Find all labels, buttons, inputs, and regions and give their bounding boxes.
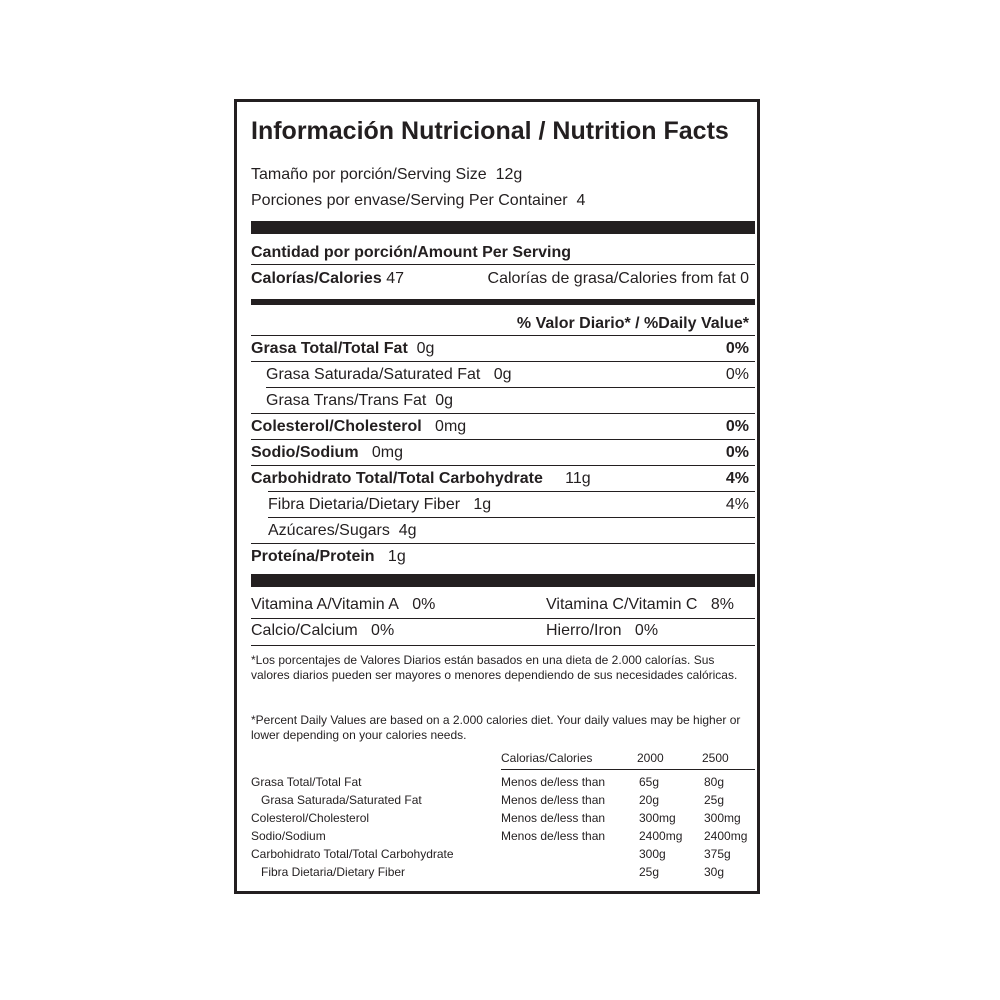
nutrient-amount: 0g <box>493 366 512 383</box>
vitamin-a <box>251 596 435 614</box>
ref-value-2500: 300mg <box>704 811 741 825</box>
divider <box>251 264 755 265</box>
footnote-spanish: *Los porcentajes de Valores Diarios están basados en una dieta de 2.000 calorías. Sus valores diarios pueden ser mayores o menores dependiendo de sus necesidades calóricas. <box>251 653 738 682</box>
vitamin-pct: 8% <box>710 596 734 613</box>
amount-per-serving: Cantidad por porción/Amount Per Serving <box>251 244 572 261</box>
nutrient-row-dietary-fiber <box>251 492 755 518</box>
ref-value-2000: 20g <box>639 793 660 807</box>
calories-from-fat <box>488 270 749 288</box>
nutrient-name: Fibra Dietaria/Dietary Fiber <box>268 496 461 513</box>
nutrient-row-trans-fat <box>251 388 755 414</box>
daily-value-header: % Valor Diario* / %Daily Value* <box>516 315 749 332</box>
calories-value: 47 <box>386 270 404 287</box>
nutrient-name: Azúcares/Sugars <box>268 522 390 539</box>
ref-nutrient: Grasa Total/Total Fat <box>251 775 362 789</box>
servings-per-container <box>251 192 585 210</box>
nutrient-name: Proteína/Protein <box>251 548 375 565</box>
vitamin-name: Hierro/Iron <box>546 622 622 639</box>
ref-header-2500: 2500 <box>702 751 729 765</box>
nutrient-row-total-carbohydrate <box>251 466 755 492</box>
ref-header-calories: Calorias/Calories <box>501 751 593 765</box>
nutrient-name: Colesterol/Cholesterol <box>251 418 422 435</box>
nutrient-pct: 0% <box>725 418 749 435</box>
calories-row <box>251 270 404 288</box>
vitamin-c <box>546 596 734 614</box>
label-title: Información Nutricional / Nutrition Facts <box>251 117 729 145</box>
ref-header-2000: 2000 <box>637 751 664 765</box>
nutrient-pct: 0% <box>725 366 749 383</box>
ref-value-2000: 65g <box>639 775 660 789</box>
nutrient-row-cholesterol <box>251 414 755 440</box>
nutrient-row-sodium <box>251 440 755 466</box>
nutrient-amount: 4g <box>398 522 417 539</box>
thick-divider <box>251 221 755 234</box>
divider <box>251 618 755 619</box>
nutrient-name: Carbohidrato Total/Total Carbohydrate <box>251 470 543 487</box>
divider <box>251 645 755 646</box>
ref-condition: Menos de/less than <box>501 793 606 807</box>
ref-value-2500: 30g <box>704 865 725 879</box>
nutrient-row-total-fat <box>251 336 755 362</box>
vitamin-name: Calcio/Calcium <box>251 622 358 639</box>
nutrient-pct: 4% <box>725 470 749 487</box>
calories-fat-label: Calorías de grasa/Calories from fat <box>487 270 736 287</box>
thick-divider <box>251 574 755 587</box>
vitamin-pct: 0% <box>412 596 436 613</box>
calcium <box>251 622 394 640</box>
nutrient-pct: 0% <box>725 444 749 461</box>
nutrient-row-saturated-fat <box>251 362 755 388</box>
nutrient-name: Grasa Total/Total Fat <box>251 340 408 357</box>
vitamin-name: Vitamina C/Vitamin C <box>546 596 698 613</box>
vitamin-pct: 0% <box>634 622 659 639</box>
nutrient-amount: 0mg <box>371 444 404 461</box>
serving-size <box>251 166 522 184</box>
ref-value-2000: 2400mg <box>639 829 683 843</box>
nutrient-name: Sodio/Sodium <box>251 444 359 461</box>
nutrient-row-protein <box>251 544 755 570</box>
vitamin-name: Vitamina A/Vitamin A <box>251 596 399 613</box>
nutrient-amount: 0g <box>435 392 454 409</box>
medium-divider <box>251 299 755 305</box>
nutrient-row-sugars <box>251 518 755 544</box>
ref-value-2500: 2400mg <box>704 829 748 843</box>
ref-condition: Menos de/less than <box>501 775 606 789</box>
nutrient-pct: 0% <box>725 340 749 357</box>
nutrient-name: Grasa Trans/Trans Fat <box>266 392 427 409</box>
ref-condition: Menos de/less than <box>501 829 606 843</box>
ref-nutrient: Colesterol/Cholesterol <box>251 811 370 825</box>
nutrient-pct: 4% <box>725 496 749 513</box>
nutrient-amount: 1g <box>473 496 492 513</box>
nutrient-amount: 11g <box>565 470 591 487</box>
ref-value-2500: 80g <box>704 775 725 789</box>
nutrient-amount: 0mg <box>435 418 467 435</box>
footnote-english: *Percent Daily Values are based on a 2.000 calories diet. Your daily values may be higher or lower depending on your calories needs. <box>251 713 741 742</box>
ref-nutrient: Carbohidrato Total/Total Carbohydrate <box>251 847 454 861</box>
ref-nutrient: Sodio/Sodium <box>251 829 326 843</box>
servings-value: 4 <box>576 192 586 209</box>
ref-condition: Menos de/less than <box>501 811 606 825</box>
calories-label: Calorías/Calories <box>251 270 382 287</box>
nutrient-amount: 1g <box>387 548 406 565</box>
calories-fat-value: 0 <box>740 270 749 287</box>
ref-value-2000: 25g <box>639 865 660 879</box>
servings-label: Porciones por envase/Serving Per Container <box>251 192 568 209</box>
iron <box>546 622 658 640</box>
ref-nutrient: Fibra Dietaria/Dietary Fiber <box>261 865 406 879</box>
divider <box>501 769 755 770</box>
nutrient-name: Grasa Saturada/Saturated Fat <box>266 366 481 383</box>
ref-value-2000: 300g <box>639 847 666 861</box>
vitamin-pct: 0% <box>371 622 395 639</box>
ref-value-2500: 25g <box>704 793 725 807</box>
ref-value-2500: 375g <box>704 847 731 861</box>
nutrition-label <box>234 99 760 894</box>
ref-nutrient: Grasa Saturada/Saturated Fat <box>261 793 422 807</box>
nutrient-amount: 0g <box>416 340 435 357</box>
ref-value-2000: 300mg <box>639 811 676 825</box>
serving-size-label: Tamaño por porción/Serving Size <box>251 166 487 183</box>
serving-size-value: 12g <box>495 166 523 183</box>
